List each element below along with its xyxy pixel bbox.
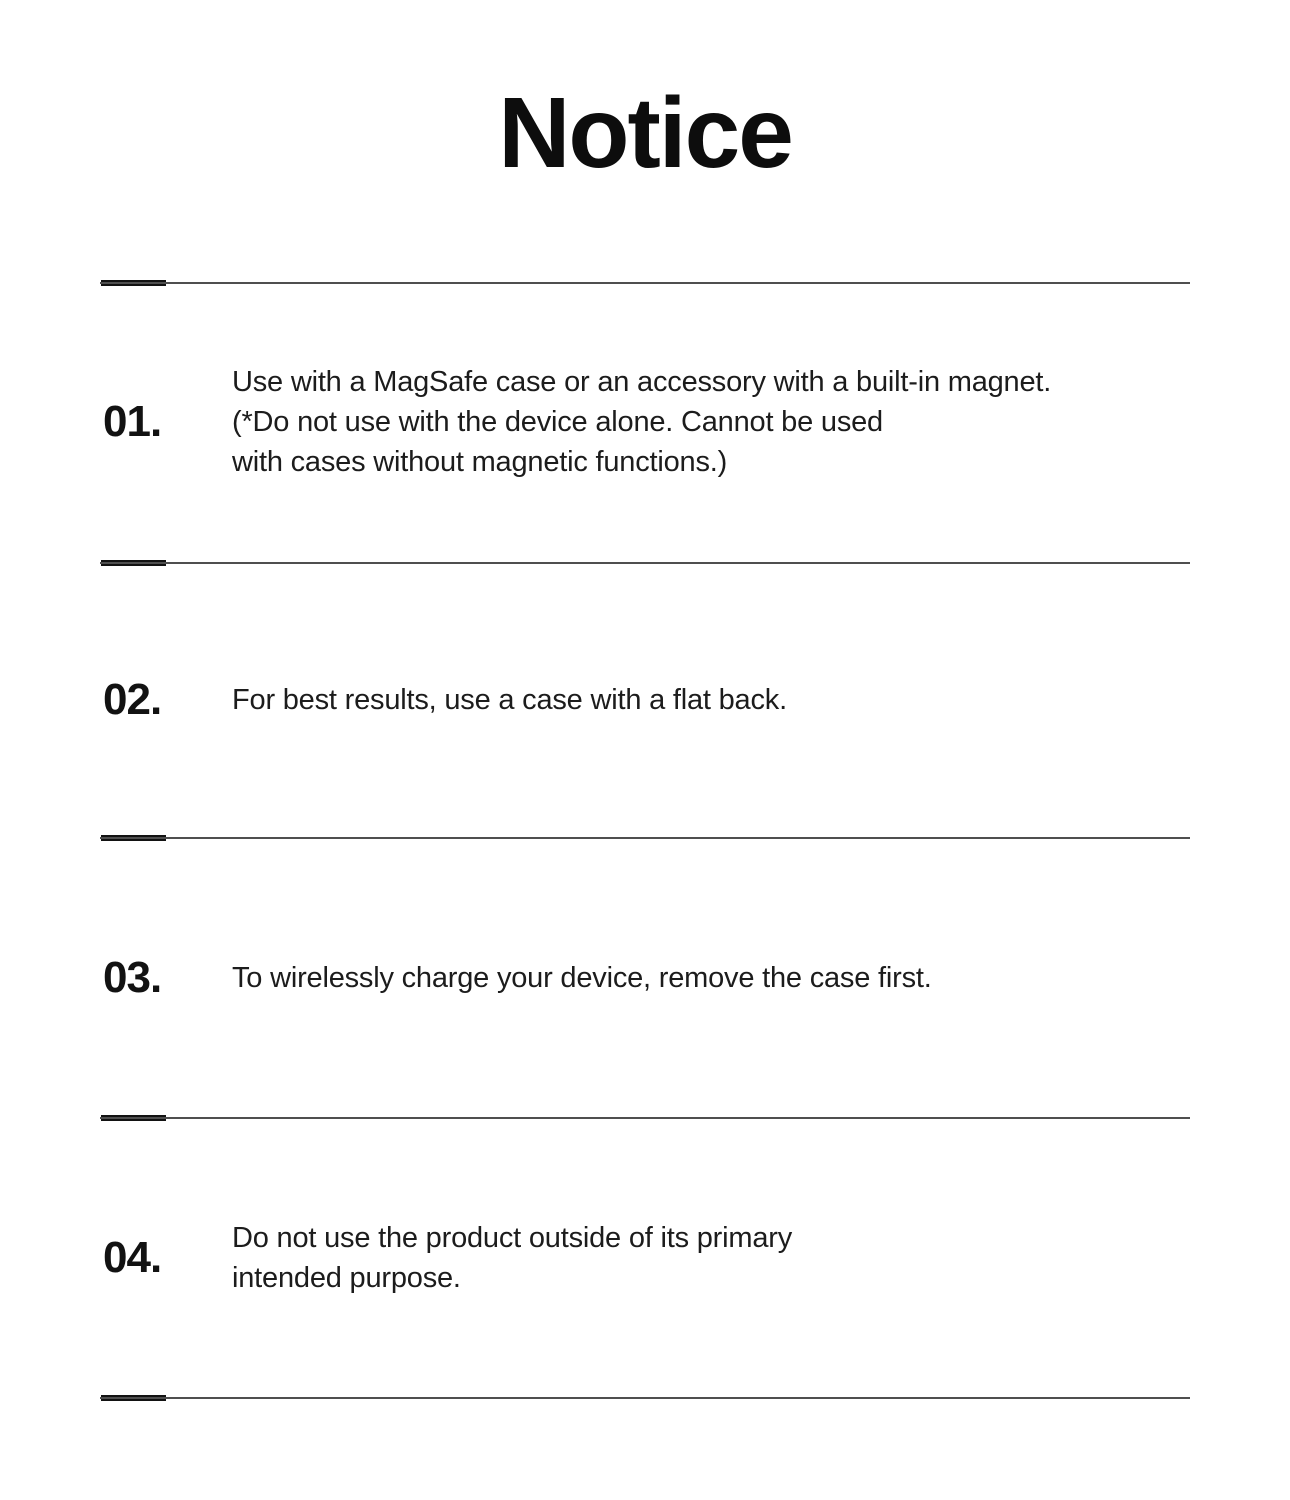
divider — [100, 1115, 1190, 1121]
notice-line: intended purpose. — [232, 1262, 461, 1294]
divider — [100, 1395, 1190, 1401]
notice-number: 03. — [103, 953, 162, 1002]
divider — [100, 280, 1190, 286]
notice-text — [232, 680, 1193, 720]
divider-thin-line — [100, 1117, 1190, 1119]
notice-line: with cases without magnetic functions.) — [232, 446, 728, 478]
notice-text — [232, 362, 1193, 482]
notice-line: For best results, use a case with a flat back. — [232, 684, 787, 716]
notice-item — [103, 362, 1193, 482]
divider-thin-line — [100, 562, 1190, 564]
notice-line: (*Do not use with the device alone. Cannot be used — [232, 406, 883, 438]
notice-number: 02. — [103, 675, 162, 724]
notice-line: To wirelessly charge your device, remove the case first. — [232, 962, 932, 994]
divider-thin-line — [100, 282, 1190, 284]
divider — [100, 560, 1190, 566]
divider — [100, 835, 1190, 841]
notice-line: Use with a MagSafe case or an accessory with a built-in magnet. — [232, 366, 1052, 398]
notice-text — [232, 958, 1193, 998]
notice-item — [103, 675, 1193, 724]
notice-line: Do not use the product outside of its primary — [232, 1222, 793, 1254]
notice-item — [103, 1218, 1193, 1298]
notice-text — [232, 1218, 1193, 1298]
divider-thin-line — [100, 1397, 1190, 1399]
page-title: Notice — [498, 77, 792, 189]
notice-number: 04. — [103, 1233, 162, 1282]
notice-item — [103, 953, 1193, 1002]
notice-number: 01. — [103, 397, 162, 446]
divider-thin-line — [100, 837, 1190, 839]
